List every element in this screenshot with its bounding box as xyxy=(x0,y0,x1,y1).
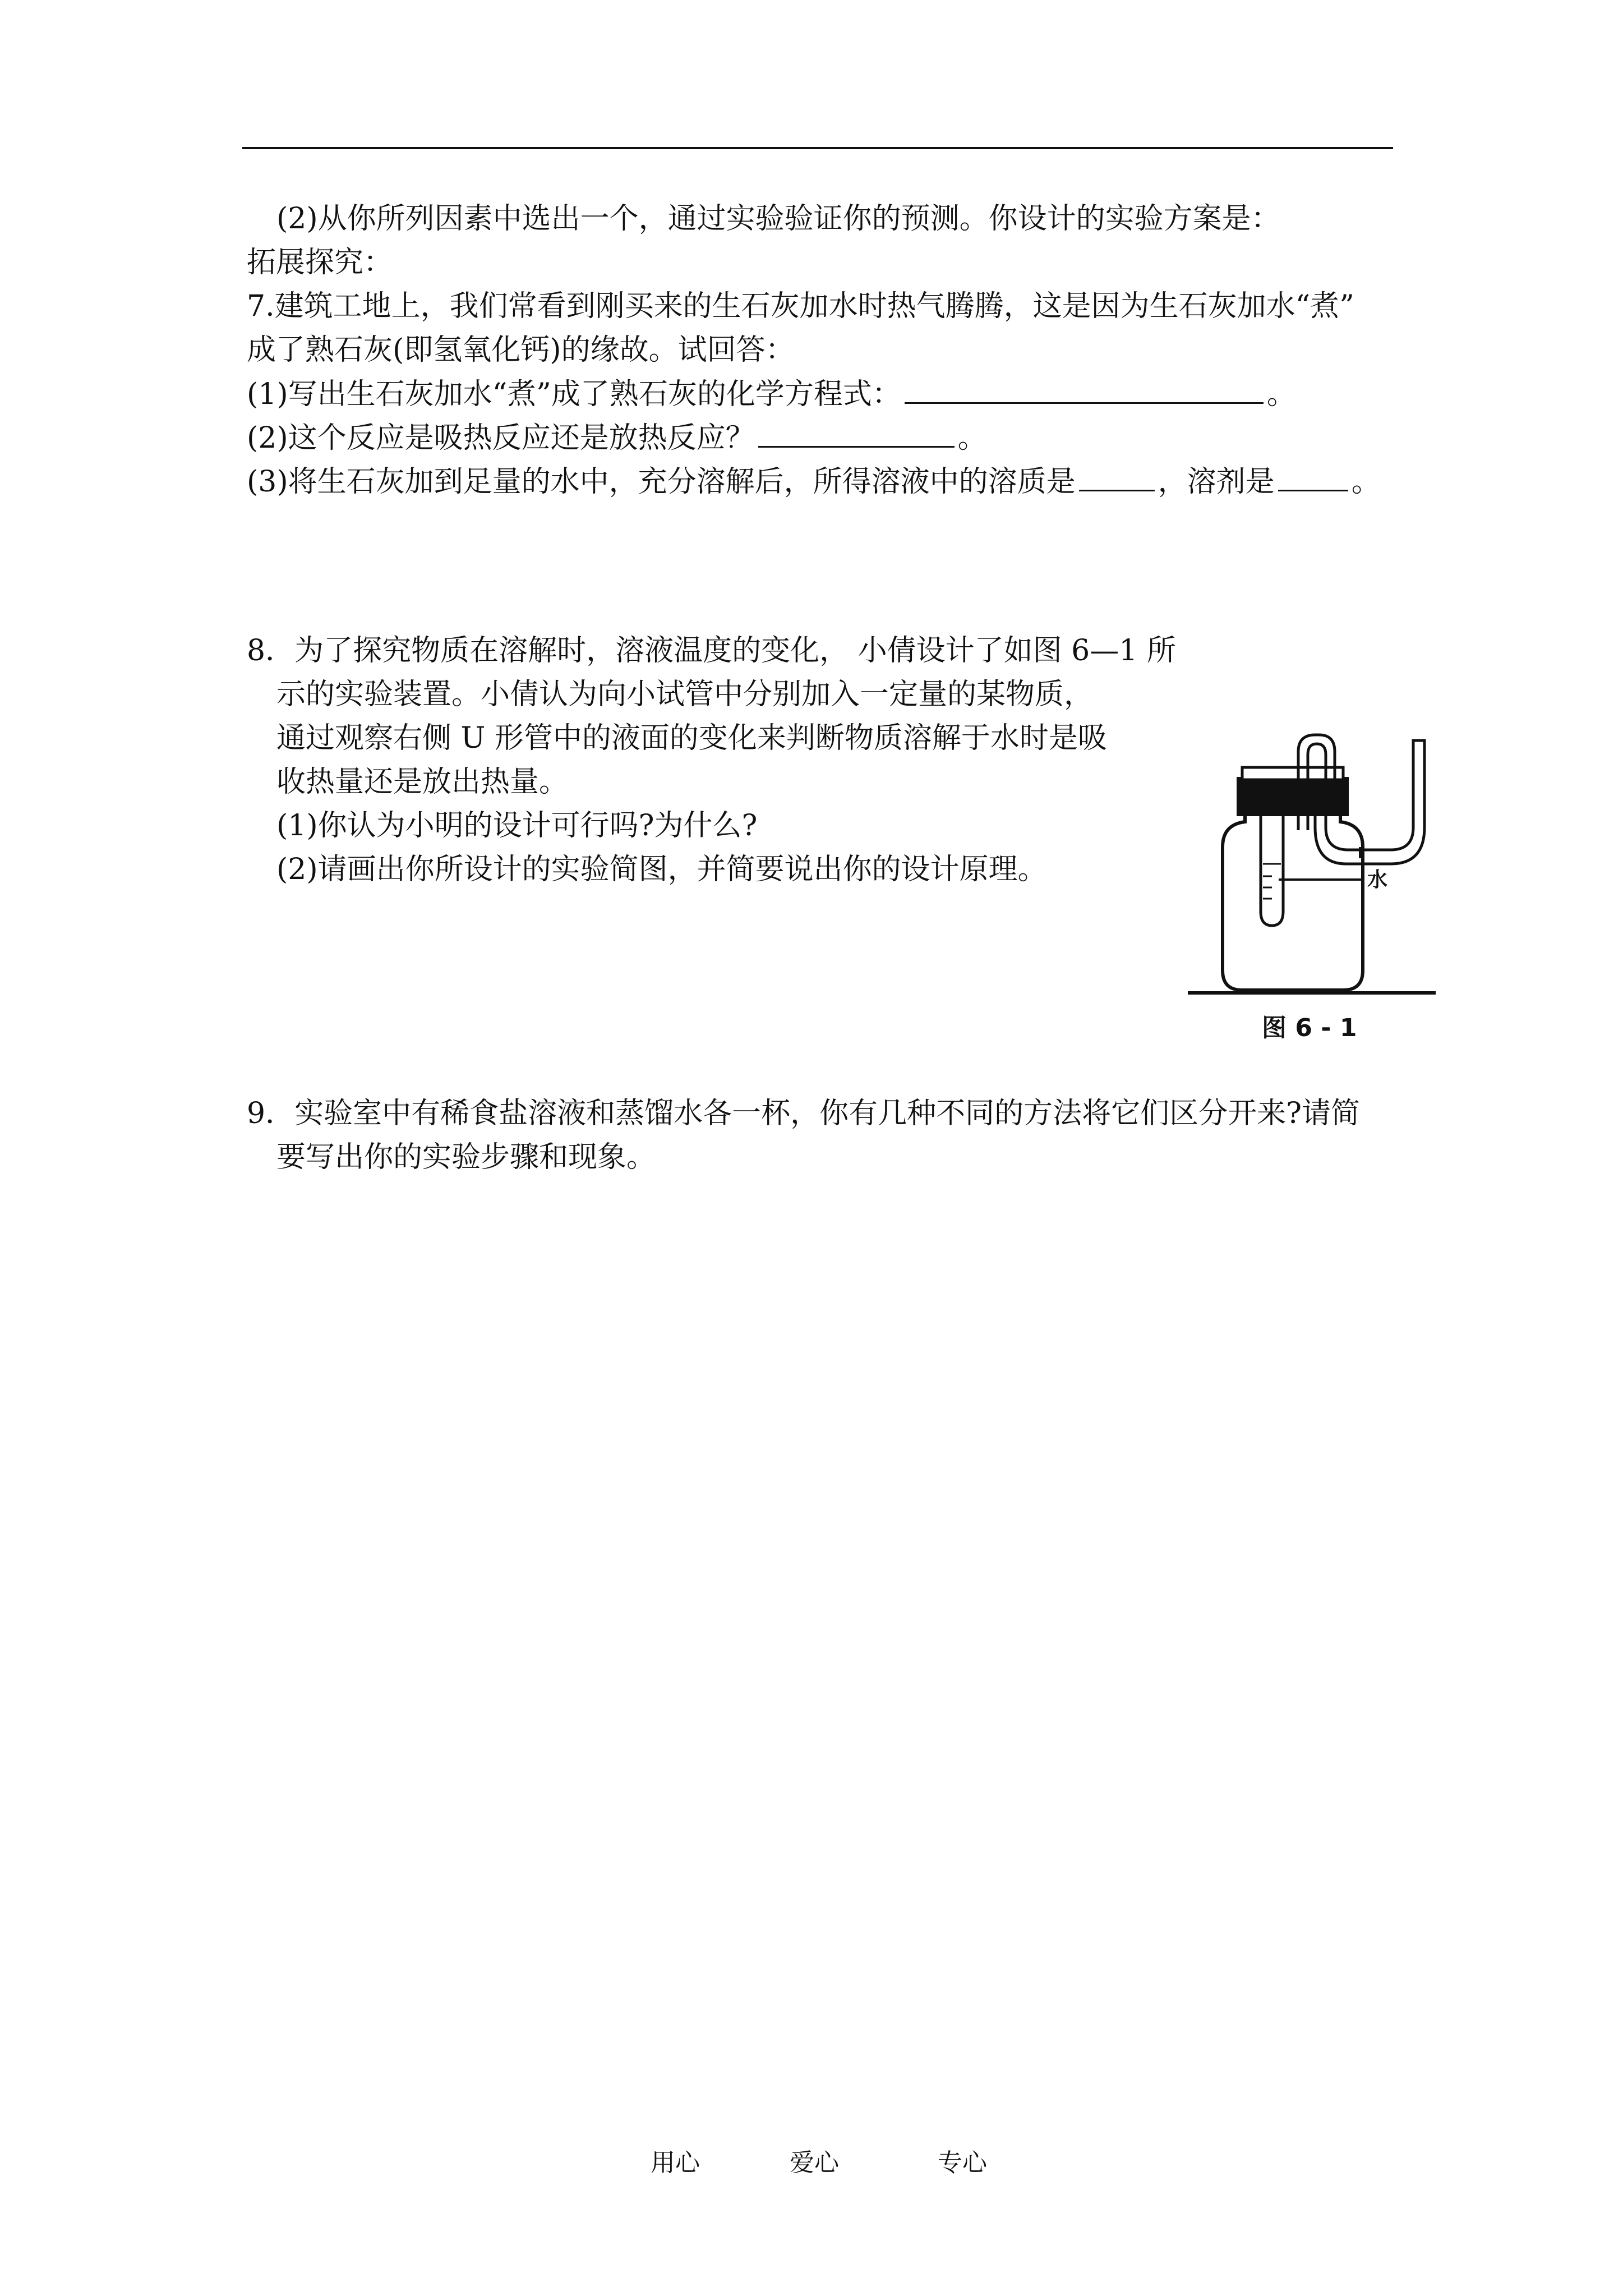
q8-line4: 收热量还是放出热量。 xyxy=(276,765,569,799)
q7-solvent-blank[interactable] xyxy=(1278,462,1348,491)
q7-part2-end: 。 xyxy=(957,421,987,455)
figure-6-1 xyxy=(1178,729,1447,1043)
q7-part1-text: (1)写出生石灰加水“煮”成了熟石灰的化学方程式： xyxy=(247,378,901,411)
q7-stem-line2: 成了熟石灰(即氢氧化钙)的缘故。试回答： xyxy=(247,333,795,367)
footer-item-1: 用心 xyxy=(651,2148,700,2177)
q8-line1: 8．为了探究物质在溶解时，溶液温度的变化， 小倩设计了如图 6—1 所 xyxy=(247,634,1176,668)
stopper-top xyxy=(1242,767,1343,780)
header-rule xyxy=(242,147,1393,149)
q9-line2: 要写出你的实验步骤和现象。 xyxy=(276,1140,656,1174)
figure-caption: 图 6 - 1 xyxy=(1262,1014,1357,1042)
flask-body xyxy=(1223,813,1363,990)
q8-line3: 通过观察右侧 U 形管中的液面的变化来判断物质溶解于水时是吸 xyxy=(276,721,1107,755)
q7-part3-text-a: (3)将生石灰加到足量的水中，充分溶解后，所得溶液中的溶质是 xyxy=(247,465,1076,499)
q6-part2: (2)从你所列因素中选出一个，通过实验验证你的预测。你设计的实验方案是： xyxy=(276,202,1280,236)
q7-part1-answer-blank[interactable] xyxy=(905,374,1264,404)
q8-part2: (2)请画出你所设计的实验简图，并简要说出你的设计原理。 xyxy=(276,853,1047,886)
q7-solute-blank[interactable] xyxy=(1079,462,1155,491)
q7-stem-line1: 7.建筑工地上，我们常看到刚买来的生石灰加水时热气腾腾，这是因为生石灰加水“煮” xyxy=(247,289,1354,323)
q7-part2-text: (2)这个反应是吸热反应还是放热反应？ xyxy=(247,421,755,455)
section-label: 拓展探究： xyxy=(247,246,393,279)
footer-item-3: 专心 xyxy=(938,2148,987,2177)
q7-part1-end: 。 xyxy=(1266,378,1296,411)
q9-line1: 9．实验室中有稀食盐溶液和蒸馏水各一杯，你有几种不同的方法将它们区分开来?请简 xyxy=(247,1097,1360,1130)
q7-part3 xyxy=(247,462,1381,501)
q7-part3-end: 。 xyxy=(1351,465,1381,499)
q7-part2 xyxy=(247,418,987,458)
water-label: 水 xyxy=(1367,868,1388,891)
q8-part1: (1)你认为小明的设计可行吗?为什么? xyxy=(276,809,758,843)
q8-line2: 示的实验装置。小倩认为向小试管中分别加入一定量的某物质， xyxy=(276,678,1094,711)
stopper xyxy=(1237,777,1349,816)
footer-item-2: 爱心 xyxy=(790,2148,839,2177)
q7-part1 xyxy=(247,374,1296,414)
q7-part3-text-b: ，溶剂是 xyxy=(1158,465,1275,499)
q7-part2-answer-blank[interactable] xyxy=(758,418,955,448)
apparatus-diagram xyxy=(1178,729,1447,1010)
